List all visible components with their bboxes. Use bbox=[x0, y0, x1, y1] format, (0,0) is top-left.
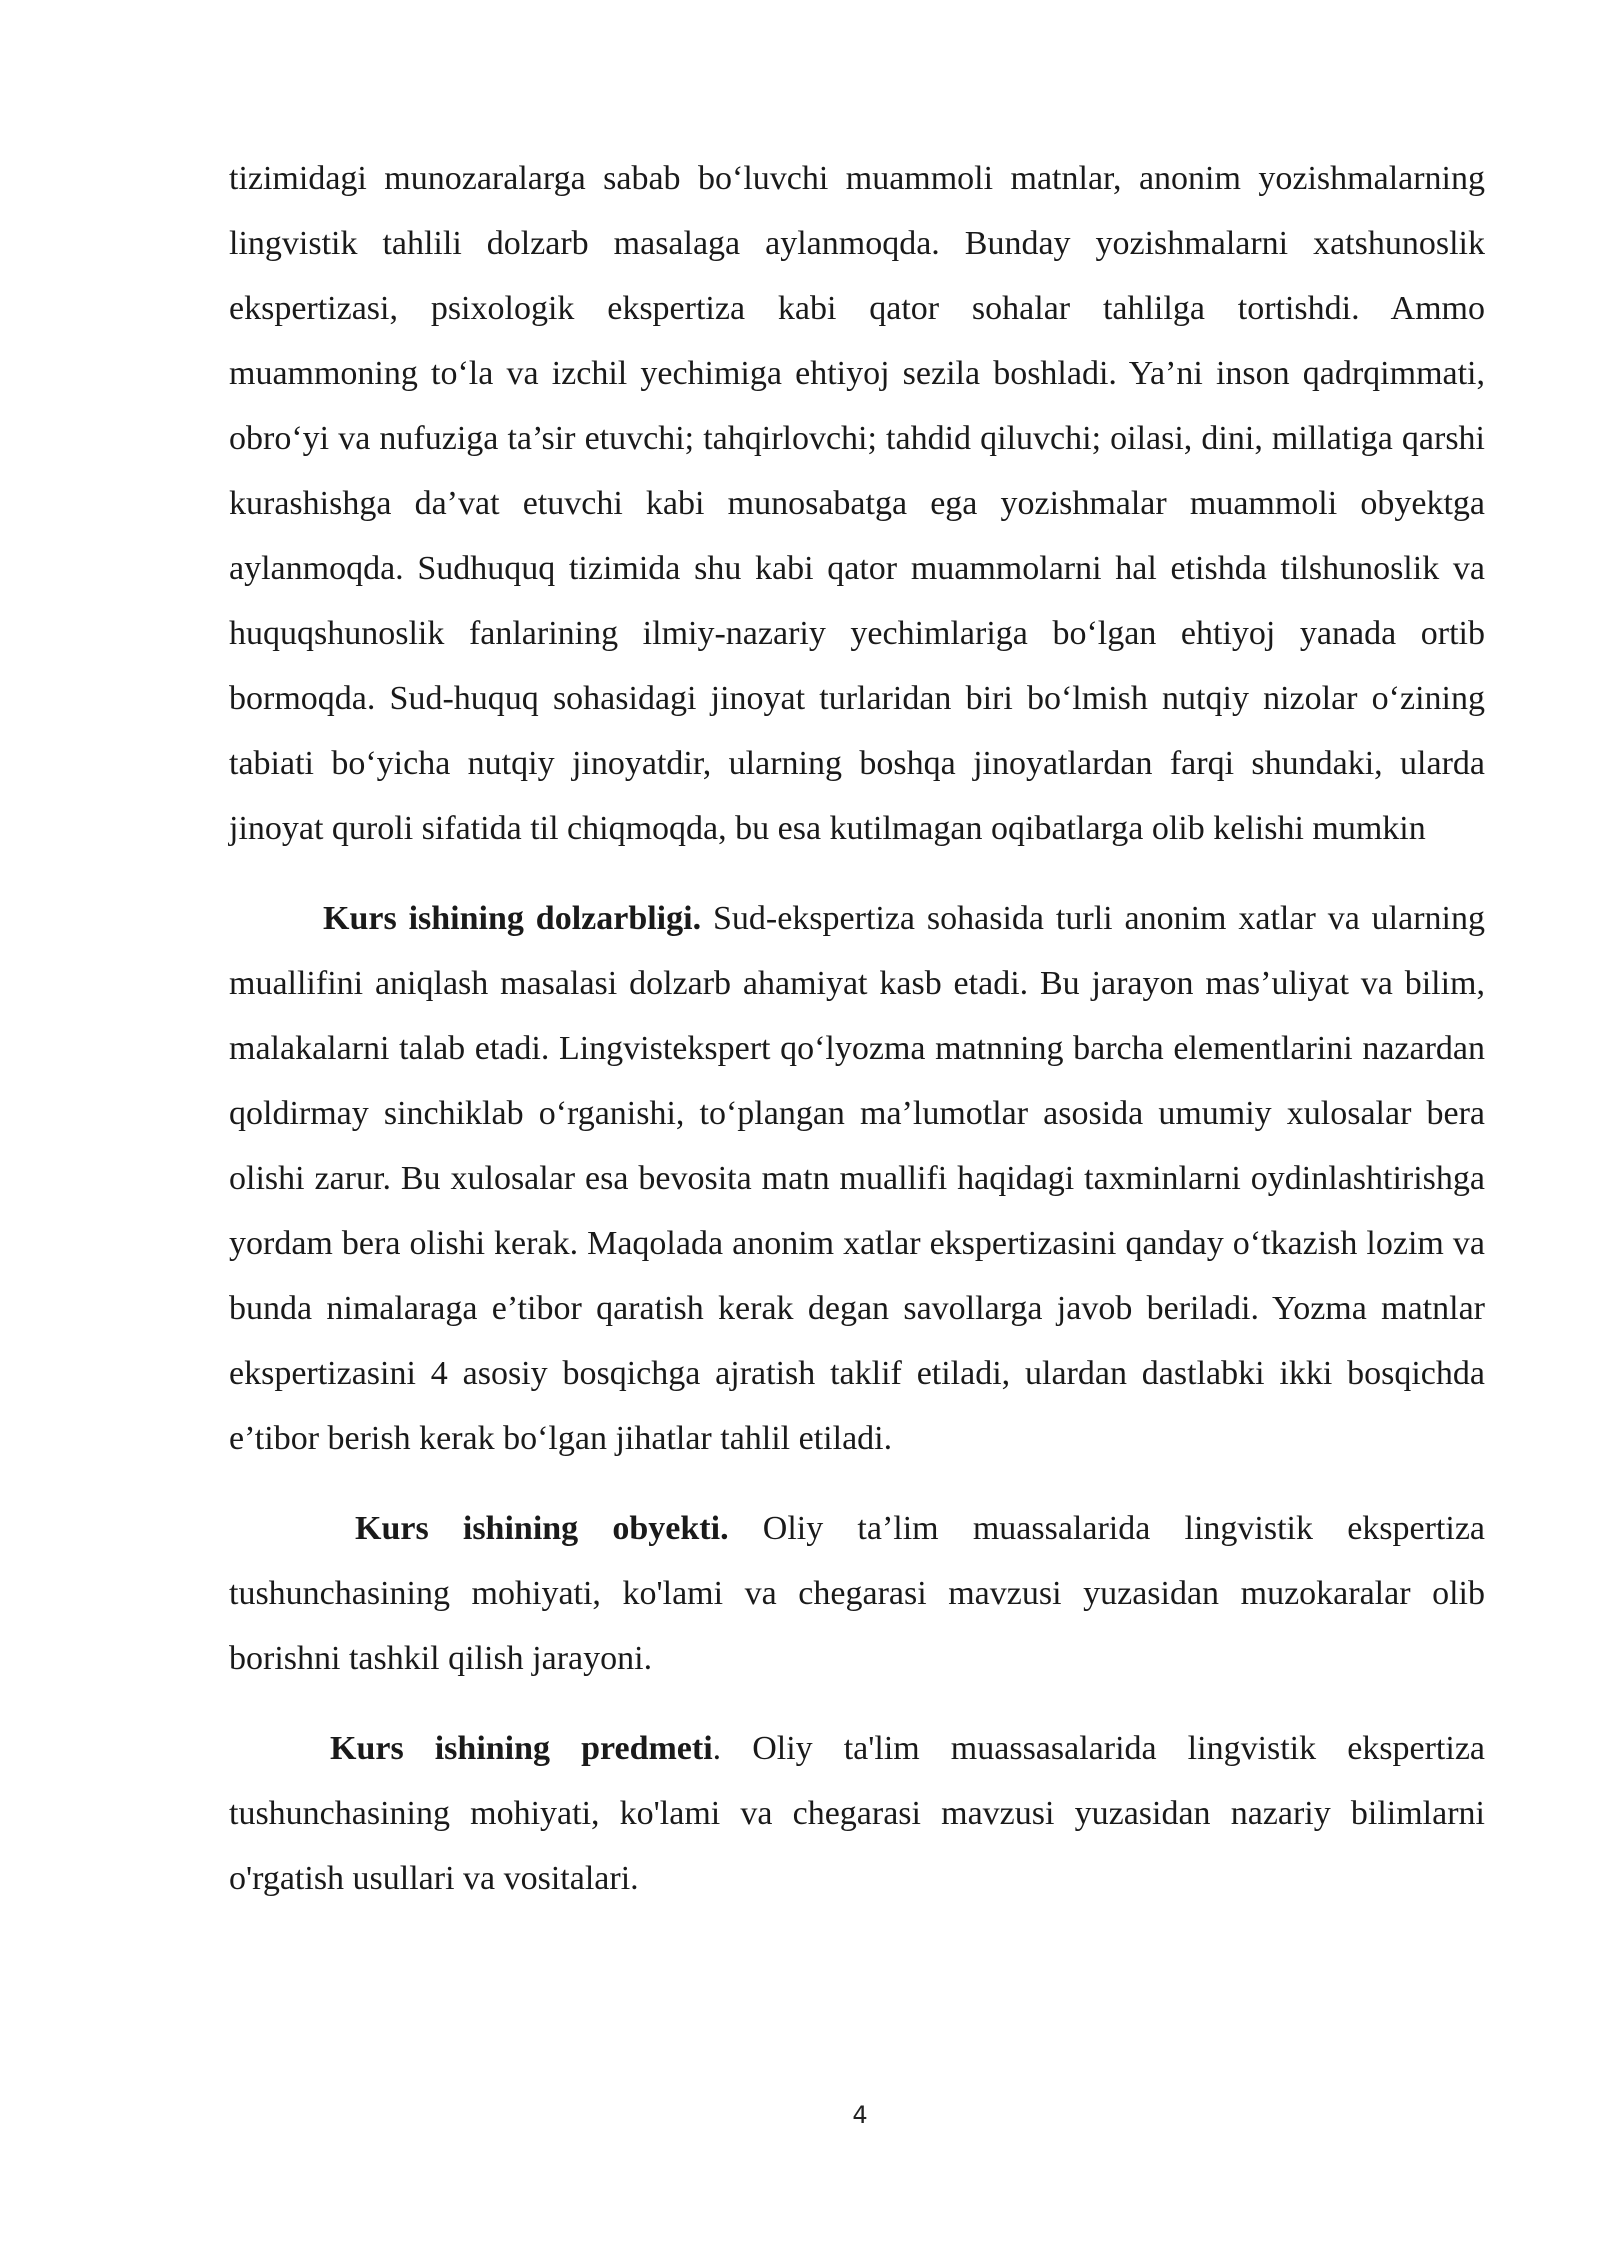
paragraph-subject bbox=[229, 1716, 1485, 1911]
paragraph-object-text: Oliy ta’lim muassalarida lingvistik ekspertiza tushunchasining mohiyati, ko'lami va chegarasi mavzusi yuzasidan muzokaralar olib borishni tashkil qilish jarayoni. bbox=[229, 1510, 1486, 1677]
paragraph-intro-text: tizimidagi munozaralarga sabab bo‘luvchi muammoli matnlar, anonim yozishmalarning lingvistik tahlili dolzarb masalaga aylanmoqda. Bunday yozishmalarni xatshunoslik ekspertizasi, psixologik ekspertiza kabi qator sohalar tahlilga tortishdi. Ammo muammoning to‘la va izchil yechimiga ehtiyoj sezila boshladi. Ya’ni inson qadrqimmati, obro‘yi va nufuziga ta’sir etuvchi; tahqirlovchi; tahdid qiluvchi; oilasi, dini, millatiga qarshi kurashishga da’vat etuvchi kabi munosabatga ega yozishmalar muammoli obyektga aylanmoqda. Sudhuquq tizimida shu kabi qator muammolarni hal etishda tilshunoslik va huquqshunoslik fanlarining ilmiy-nazariy yechimlariga bo‘lgan ehtiyoj yanada ortib bormoqda. Sud-huquq sohasidagi jinoyat turlaridan biri bo‘lmish nutqiy nizolar o‘zining tabiati bo‘yicha nutqiy jinoyatdir, ularning boshqa jinoyatlardan farqi shundaki, ularda jinoyat quroli sifatida til chiqmoqda, bu esa kutilmagan oqibatlarga olib kelishi mumkin bbox=[229, 160, 1485, 847]
paragraph-object bbox=[229, 1496, 1485, 1691]
page-number: 4 bbox=[852, 2101, 868, 2129]
paragraph-relevance-text: Sud-ekspertiza sohasida turli anonim xatlar va ularning muallifini aniqlash masalasi dolzarb ahamiyat kasb etadi. Bu jarayon mas’uliyat va bilim, malakalarni talab etadi. Lingvistekspert qo‘lyozma matnning barcha elementlarini nazardan qoldirmay sinchiklab o‘rganishi, to‘plangan ma’lumotlar asosida umumiy xulosalar bera olishi zarur. Bu xulosalar esa bevosita matn muallifi haqidagi taxminlarni oydinlashtirishga yordam bera olishi kerak. Maqolada anonim xatlar ekspertizasini qanday o‘tkazish lozim va bunda nimalaraga e’tibor qaratish kerak degan savollarga javob beriladi. Yozma matnlar ekspertizasini 4 asosiy bosqichga ajratish taklif etiladi, ulardan dastlabki ikki bosqichda e’tibor berish kerak bo‘lgan jihatlar tahlil etiladi. bbox=[229, 900, 1485, 1457]
heading-relevance: Kurs ishining dolzarbligi. bbox=[323, 900, 702, 937]
paragraph-subject-text: . Oliy ta'lim muassasalarida lingvistik ekspertiza tushunchasining mohiyati, ko'lami va chegarasi mavzusi yuzasidan nazariy bilimlarni o'rgatish usullari va vositalari. bbox=[229, 1730, 1486, 1897]
document-page bbox=[229, 146, 1485, 1911]
paragraph-relevance bbox=[229, 886, 1485, 1471]
paragraph-intro bbox=[229, 146, 1485, 861]
heading-object: Kurs ishining obyekti. bbox=[355, 1510, 729, 1547]
heading-subject: Kurs ishining predmeti bbox=[330, 1730, 713, 1767]
